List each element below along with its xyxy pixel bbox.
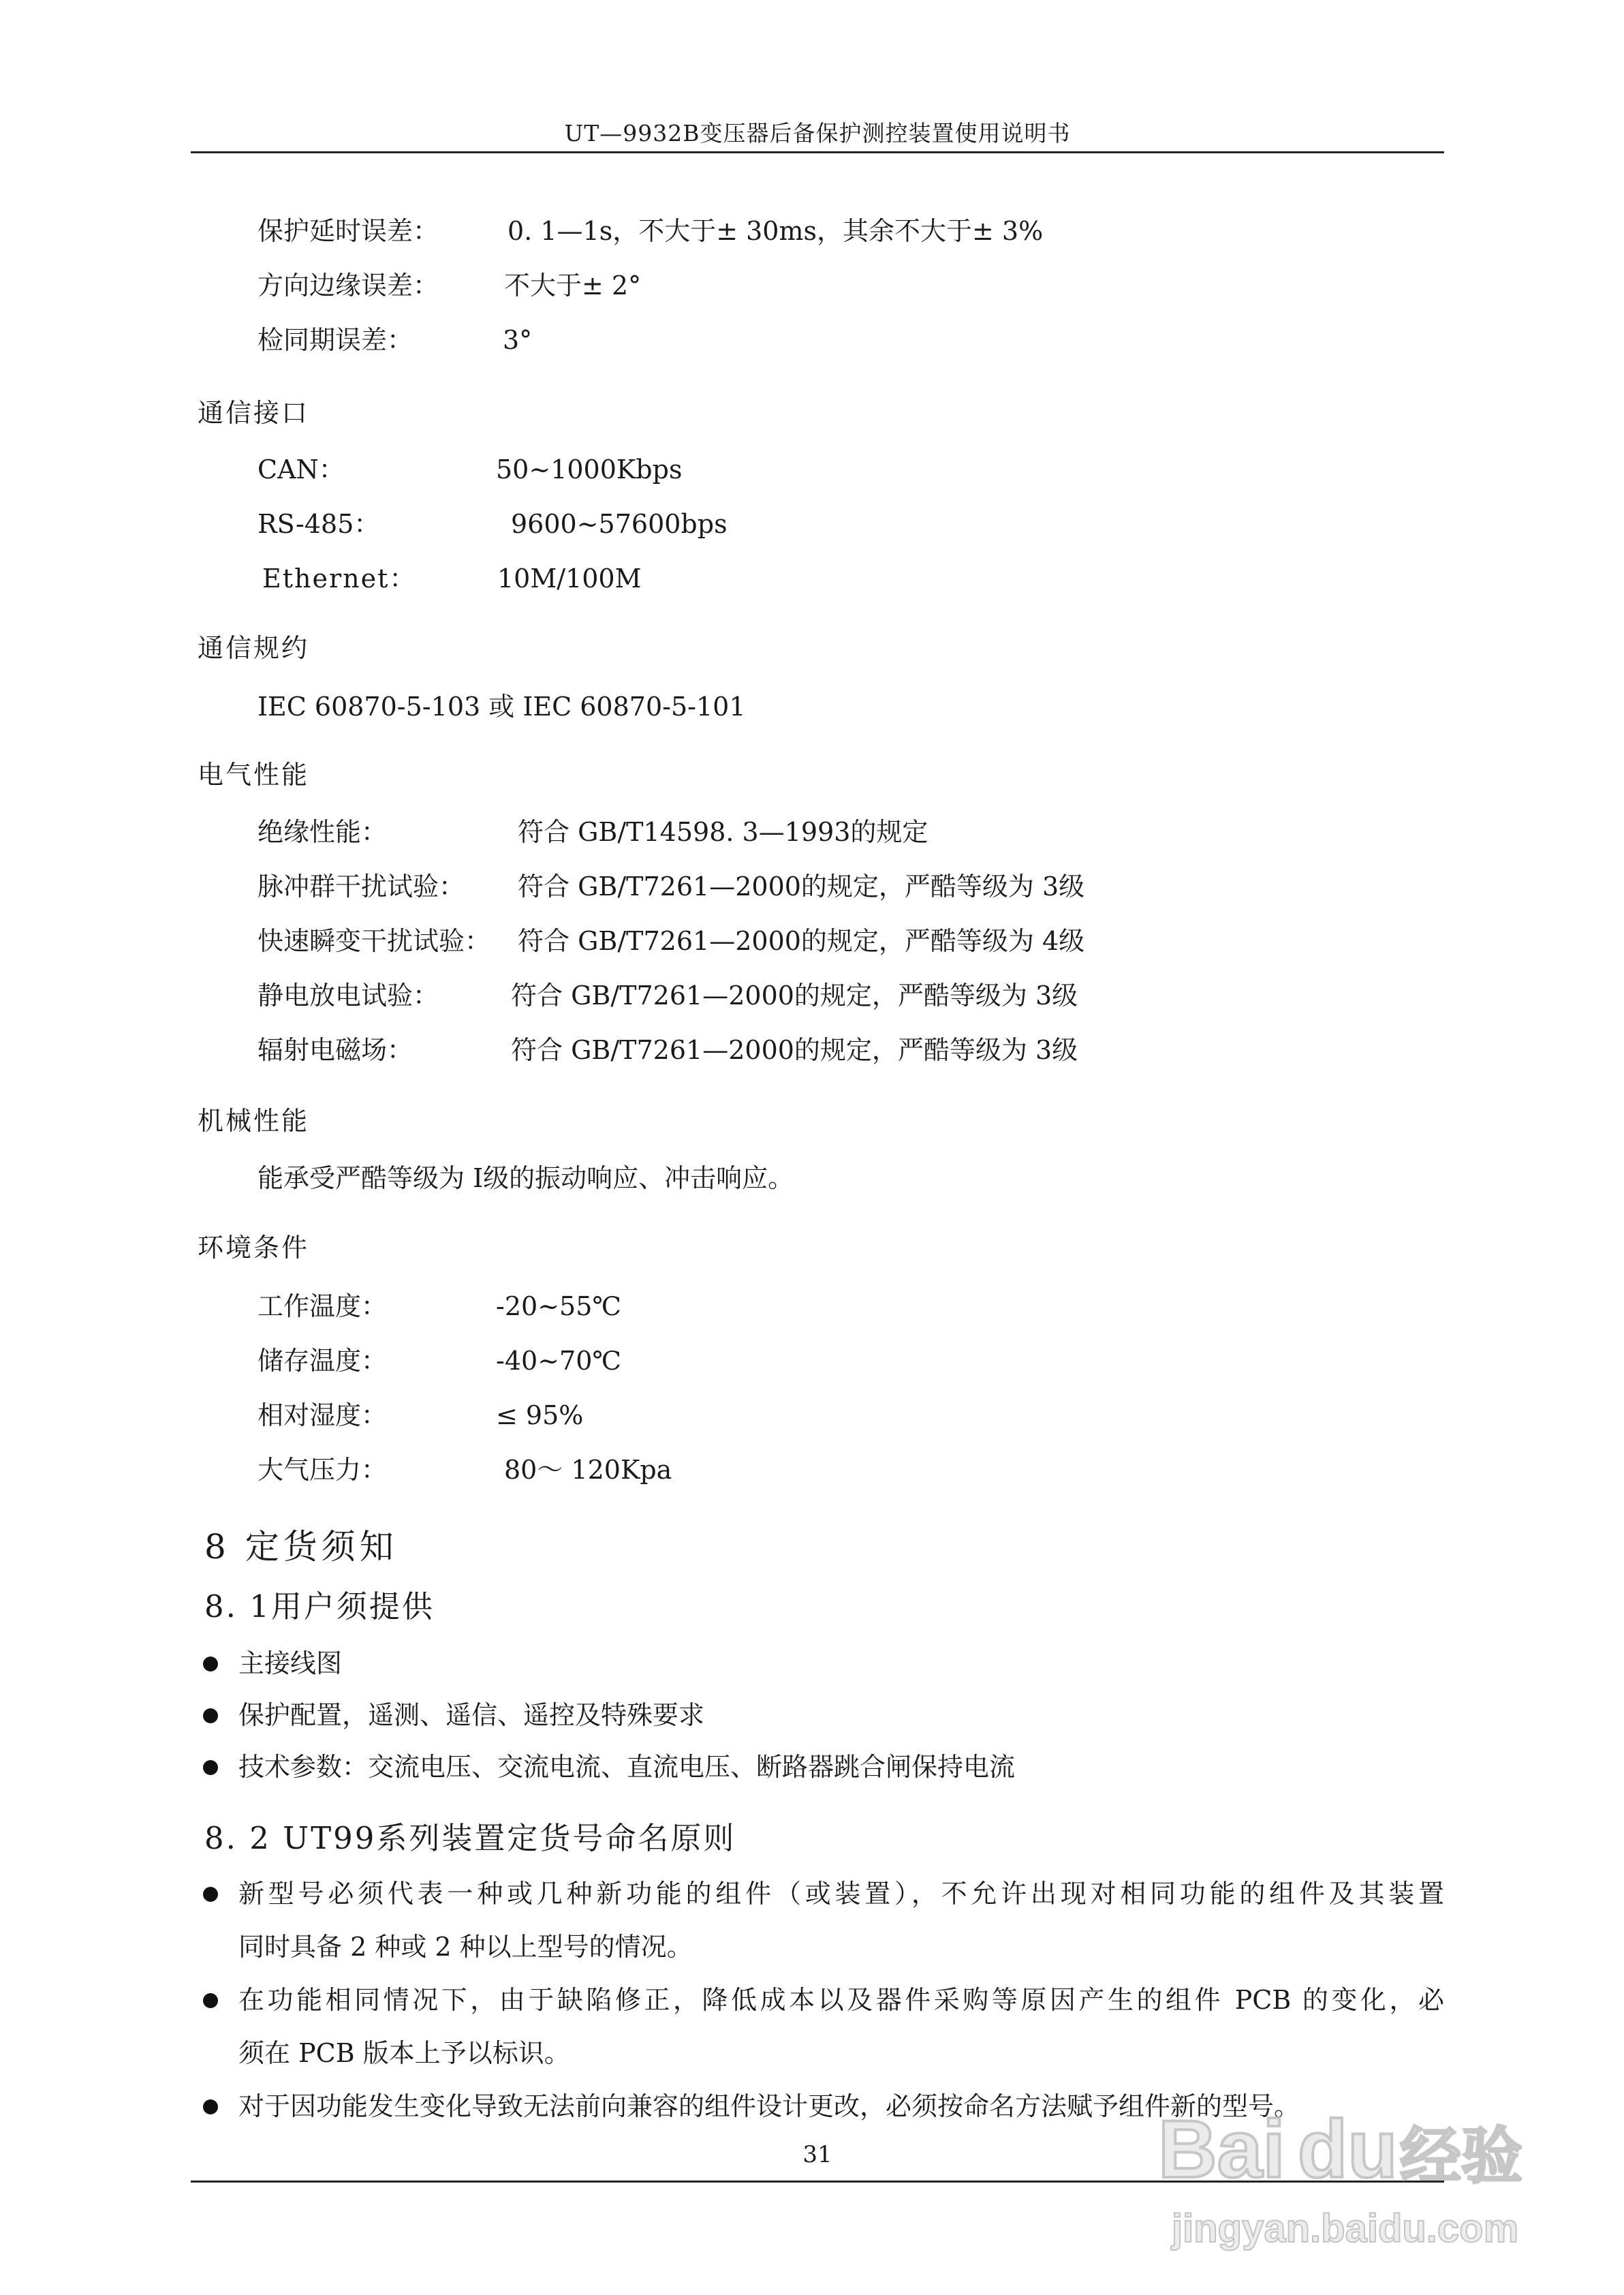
spec-value-sync: 3° [503,325,533,355]
naming-rule-2-line1: 在功能相同情况下，由于缺陷修正，降低成本以及器件采购等原因产生的组件 PCB 的变化，必 [238,1985,1444,2015]
provide-item-3: 技术参数：交流电压、交流电流、直流电压、断路器跳合闸保持电流 [238,1752,1016,1782]
comm-label-can: CAN： [257,455,345,484]
env-value-operating-temp: -20~55℃ [496,1291,621,1321]
heading-ordering: 8 定货须知 [204,1527,398,1567]
section-comm-interface: 通信接口 [198,398,310,428]
naming-rule-3-line1: 对于因功能发生变化导致无法前向兼容的组件设计更改，必须按命名方法赋予组件新的型号。 [238,2091,1300,2121]
spec-label-sync: 检同期误差： [257,325,413,355]
mechanical-text: 能承受严酷等级为 I级的振动响应、冲击响应。 [257,1163,794,1193]
elec-value-burst: 符合 GB/T7261—2000的规定，严酷等级为 3级 [518,872,1085,902]
section-electrical: 电气性能 [198,760,310,790]
env-value-storage-temp: -40~70℃ [496,1346,621,1376]
comm-protocol-text: IEC 60870-5-103 或 IEC 60870-5-101 [257,692,746,722]
heading-user-provide: 8. 1用户须提供 [204,1588,435,1624]
naming-rule-1-line1: 新型号必须代表一种或几种新功能的组件（或装置），不允许出现对相同功能的组件及其装置 [238,1879,1444,1909]
svg-text:jingyan.baidu.com: jingyan.baidu.com [1172,2206,1519,2251]
naming-rule-2-line2: 须在 PCB 版本上予以标识。 [238,2038,570,2068]
section-mechanical: 机械性能 [198,1106,310,1136]
provide-item-1: 主接线图 [238,1648,343,1678]
section-environment: 环境条件 [198,1233,310,1263]
spec-label-delay: 保护延时误差： [257,216,439,246]
elec-value-transient: 符合 GB/T7261—2000的规定，严酷等级为 4级 [518,926,1085,956]
bullet-icon [203,1657,218,1672]
svg-text:经验: 经验 [1400,2121,1522,2192]
section-comm-protocol: 通信规约 [198,633,310,663]
comm-value-ethernet: 10M/100M [497,564,642,594]
elec-label-burst: 脉冲群干扰试验： [257,872,465,902]
elec-value-esd: 符合 GB/T7261—2000的规定，严酷等级为 3级 [511,981,1078,1011]
page-header-title: UT—9932B变压器后备保护测控装置使用说明书 [564,120,1071,147]
env-label-storage-temp: 储存温度： [257,1346,388,1376]
env-label-pressure: 大气压力： [257,1455,388,1485]
elec-label-transient: 快速瞬变干扰试验： [257,926,491,956]
env-value-pressure: 80～ 120Kpa [504,1455,672,1485]
heading-naming-rules: 8. 2 UT99系列装置定货号命名原则 [204,1820,736,1856]
bullet-icon [203,1760,218,1775]
bullet-icon [203,1887,218,1902]
elec-label-esd: 静电放电试验： [257,981,439,1011]
bullet-icon [203,1708,218,1723]
comm-label-rs485: RS-485： [257,509,380,539]
spec-value-delay: 0. 1—1s，不大于± 30ms，其余不大于± 3% [507,216,1044,246]
bullet-icon [203,1993,218,2008]
env-label-operating-temp: 工作温度： [257,1291,388,1321]
elec-value-insulation: 符合 GB/T14598. 3—1993的规定 [518,817,928,847]
elec-label-radiated: 辐射电磁场： [257,1035,413,1065]
env-label-humidity: 相对湿度： [257,1400,388,1430]
elec-value-radiated: 符合 GB/T7261—2000的规定，严酷等级为 3级 [511,1035,1078,1065]
baidu-jingyan-watermark [1144,2082,1526,2259]
comm-value-can: 50~1000Kbps [496,455,683,484]
comm-value-rs485: 9600~57600bps [511,509,728,539]
elec-label-insulation: 绝缘性能： [257,817,388,847]
naming-rule-1-line2: 同时具备 2 种或 2 种以上型号的情况。 [238,1932,693,1962]
bullet-icon [203,2099,218,2114]
header-rule [191,151,1444,153]
comm-label-ethernet: Ethernet： [262,564,417,594]
page-number: 31 [802,2141,832,2168]
svg-text:Bai: Bai [1158,2104,1285,2195]
spec-value-direction: 不大于± 2° [504,271,642,301]
env-value-humidity: ≤ 95% [496,1400,584,1430]
spec-label-direction: 方向边缘误差： [257,271,439,301]
svg-text:du: du [1298,2104,1398,2195]
provide-item-2: 保护配置，遥测、遥信、遥控及特殊要求 [238,1700,705,1730]
